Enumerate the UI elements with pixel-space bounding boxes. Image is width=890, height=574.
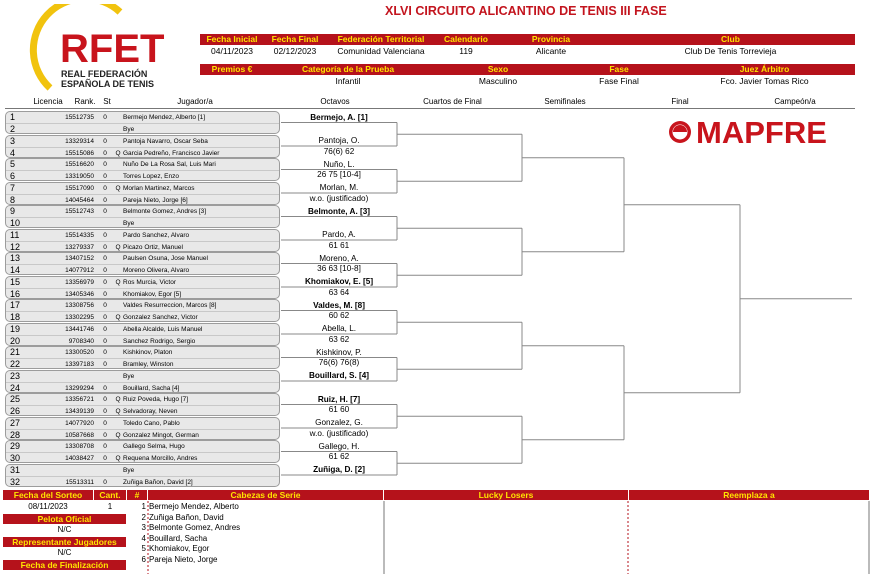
seed-row [138,544,209,554]
rank: 0 [103,149,107,157]
lucky-header: Lucky Losers [384,490,628,500]
draw-position: 5 [10,159,16,169]
licencia: 13405346 [65,290,94,298]
rank: 0 [103,302,107,309]
player-name: Valdes Resurreccion, Marcos [8] [123,302,217,309]
player-name: Bramley, Winston [123,361,174,368]
seed-number: 5 [141,544,146,554]
licencia: 13329314 [65,137,94,145]
octavos-winner: Morlan, M. [319,183,359,192]
repre-value: N/C [57,548,72,557]
draw-position: 19 [10,323,21,334]
logo-line2: ESPAÑOLA DE TENIS [61,79,155,89]
rank: 0 [103,173,107,180]
octavos-score: 60 62 [328,311,350,320]
draw-position: 24 [10,382,21,393]
licencia: 14077920 [65,419,94,427]
logo-main: RFET [60,27,165,71]
draw-position: 17 [10,300,21,310]
mapfre-text: MAPFRE [696,117,827,147]
player-name: Torres Lopez, Enzo [123,173,180,180]
octavos-score: 36 63 [10-8] [317,264,361,273]
cant-header: Cant. [94,490,126,500]
draw-position: 25 [10,394,21,404]
rank: 0 [103,161,107,168]
licencia: 15512735 [65,114,94,121]
player-name: Abella Alcalde, Luis Manuel [123,325,203,333]
octavos-winner: Belmonte, A. [3] [307,206,371,216]
licencia: 15517090 [65,184,94,192]
licencia: 15516620 [65,161,94,168]
rank: 0 [103,478,107,486]
licencia: 13407152 [65,255,94,262]
draw-position: 22 [10,359,21,369]
rank: 0 [103,443,107,450]
player-name: Morlan Martinez, Marcos [123,184,195,192]
draw-position: 15 [10,276,21,287]
player-name: Toledo Cano, Pablo [123,419,180,427]
seed-number: 1 [141,502,146,511]
licencia: 13319050 [65,173,94,180]
draw-position: 6 [10,171,16,181]
rank: 0 [103,231,107,239]
player-name: Sanchez Rodrigo, Sergio [123,337,196,345]
seed-name: Pareja Nieto, Jorge [149,555,218,564]
octavos-winner: Pantoja, O. [318,136,360,145]
player-name: Gonzalez Mingot, German [123,431,199,439]
reemplaza-header: Reemplaza a [629,490,869,500]
licencia: 13356721 [65,396,94,403]
rank: 0 [103,137,107,145]
licencia: 13302295 [65,314,94,321]
draw-position: 9 [10,206,16,216]
draw-position: 20 [10,335,21,346]
rank: 0 [103,184,107,192]
status: Q [115,184,121,192]
octavos-winner: Abella, L. [321,324,357,333]
info-header-2: Premios € Categoría de la Prueba Sexo Fase Juez Árbitro [200,64,855,75]
player-name: Kishkinov, Platon [123,349,173,356]
player-name: Khomiakov, Egor [5] [123,290,182,298]
licencia: 14077912 [65,267,94,274]
rank: 0 [103,208,107,215]
rank: 0 [103,325,107,333]
octavos-score: 61 62 [328,452,350,461]
draw-position: 18 [10,312,21,322]
seed-row [138,513,224,523]
player-name: Pantoja Navarro, Oscar Seba [123,137,208,145]
num-header: # [127,490,147,500]
status: Q [115,314,121,321]
tournament-title: XLVI CIRCUITO ALICANTINO DE TENIS III FASE [385,4,667,18]
player-name: Requena Morcillo, Andres [123,455,198,462]
player-name: Bye [123,466,135,474]
player-name: Gonzalez Sanchez, Victor [123,314,198,321]
licencia: 15513311 [65,478,94,486]
draw-position: 31 [10,464,21,475]
draw-position: 30 [10,453,21,463]
octavos-winner: Kishkinov, P. [316,347,362,357]
draw-position: 11 [10,229,20,240]
rank: 0 [103,314,107,321]
pelota-value: N/C [57,525,72,534]
draw-position: 28 [10,429,21,440]
rank: 0 [103,455,107,462]
draw-position: 12 [10,241,21,252]
player-name: Bermejo Mendez, Alberto [1] [123,114,206,121]
octavos-score: 76(6) 62 [323,146,355,156]
draw-position: 1 [10,112,16,122]
seed-number: 4 [141,533,146,543]
octavos-winner: Bermejo, A. [1] [310,112,368,122]
fecha-sorteo-value: 08/11/2023 [28,502,68,511]
licencia: 13439139 [65,408,94,415]
draw-position: 13 [10,253,21,263]
octavos-winner: Zuñiga, D. [2] [313,465,365,474]
licencia: 13397183 [65,361,94,368]
licencia: 9708340 [68,337,94,345]
status: Q [115,396,121,403]
pelota-header: Pelota Oficial [3,514,126,524]
licencia: 13308708 [65,443,94,450]
player-name: Bye [123,220,135,227]
octavos-score: w.o. (justificado) [309,193,369,203]
draw-position: 8 [10,194,16,205]
licencia: 15515086 [65,149,94,157]
octavos-score: 61 60 [328,405,350,414]
rank: 0 [103,396,107,403]
status: Q [115,455,121,462]
draw-position: 32 [10,476,21,487]
octavos-winner: Moreno, A. [319,253,359,263]
player-name: Belmonte Gomez, Andres [3] [123,208,207,215]
rank: 0 [103,349,107,356]
player-name: Picazo Ortiz, Manuel [123,243,183,251]
status: Q [115,149,121,157]
player-name: Gallego Selma, Hugo [123,443,185,450]
licencia: 14038427 [65,455,94,462]
player-name: Paulsen Osuna, Jose Manuel [123,255,208,262]
octavos-score: 76(6) 76(8) [318,358,360,367]
octavos-score: w.o. (justificado) [309,428,369,438]
octavos-winner: Valdes, M. [8] [313,300,365,310]
octavos-winner: Pardo, A. [322,230,356,239]
licencia: 13308756 [65,302,94,309]
status: Q [115,278,121,286]
octavos-score: 26 75 [10-4] [317,170,361,179]
player-name: Moreno Olivera, Alvaro [123,267,190,274]
draw-position: 14 [10,265,21,275]
rank: 0 [103,361,107,368]
player-name: Bye [123,372,135,380]
licencia: 13356979 [65,278,94,286]
draw-position: 16 [10,288,21,299]
seed-row [138,523,240,533]
player-name: Ros Murcia, Victor [123,278,176,286]
info-header-1: Fecha Inicial Fecha Final Federación Territorial Calendario Provincia Club [200,34,855,45]
player-name: Zuñiga Bañon, David [2] [123,478,193,486]
finalizacion-header: Fecha de Finalización [3,560,126,570]
seed-number: 3 [141,523,146,533]
rank: 0 [103,384,107,392]
draw-position: 7 [10,182,16,193]
seed-name: Zuñiga Bañon, David [149,512,224,522]
licencia: 13300520 [65,349,94,356]
octavos-score: 61 61 [328,240,350,250]
player-name: Selvadoray, Neven [123,408,178,415]
cant-value: 1 [107,502,113,511]
seed-name: Belmonte Gomez, Andres [149,523,241,533]
rank: 0 [103,290,107,298]
player-name: Nuño De La Rosa Sal, Luis Mari [123,161,216,168]
seed-row [138,502,239,512]
octavos-winner: Bouillard, S. [4] [308,371,370,380]
octavos-winner: Khomiakov, E. [5] [304,277,374,286]
seed-name: Khomiakov, Egor [149,544,210,554]
seed-row [138,555,217,565]
rank: 0 [103,114,107,121]
draw-position: 26 [10,406,21,416]
seed-name: Bermejo Mendez, Alberto [149,502,239,511]
octavos-winner: Nuño, L. [323,159,355,169]
draw-position: 29 [10,441,21,451]
licencia: 15514335 [65,231,94,239]
repre-header: Representante Jugadores [3,537,126,547]
draw-position: 27 [10,417,21,428]
rank: 0 [103,337,107,345]
draw-position: 21 [10,347,21,357]
licencia: 13299294 [65,384,94,392]
octavos-score: 63 62 [328,334,350,344]
licencia: 13279337 [65,243,94,251]
seed-name: Bouillard, Sacha [149,533,208,543]
draw-position: 3 [10,135,16,146]
rank: 0 [103,278,107,286]
rank: 0 [103,196,107,204]
sorteo-header: Fecha del Sorteo [3,490,93,500]
logo-line1: REAL FEDERACIÓN [61,69,148,79]
player-name: Pardo Sanchez, Alvaro [123,231,190,239]
player-name: Pareja Nieto, Jorge [6] [123,196,188,204]
octavos-winner: Gonzalez, G. [315,418,363,427]
status: Q [115,408,121,415]
octavos-winner: Ruiz, H. [7] [317,394,361,404]
status: Q [115,431,121,439]
licencia: 13441746 [65,325,94,333]
player-name: Bouillard, Sacha [4] [123,384,180,392]
octavos-score: 63 64 [328,287,350,297]
status: Q [115,243,121,251]
draw-position: 10 [10,218,21,228]
seed-number: 6 [141,555,146,564]
licencia: 15512743 [65,208,94,215]
rank: 0 [103,419,107,427]
player-name: Garcia Pedreño, Francisco Javier [123,149,220,157]
rank: 0 [103,255,107,262]
rank: 0 [103,267,107,274]
player-name: Bye [123,126,135,133]
licencia: 10587668 [65,431,94,439]
rank: 0 [103,408,107,415]
seed-row [138,534,207,544]
seed-number: 2 [141,512,146,522]
rank: 0 [103,243,107,251]
info-values-2: Infantil Masculino Fase Final Fco. Javier Tomas Rico [335,76,809,86]
licencia: 14045464 [65,196,94,204]
info-values-1: 04/11/2023 02/12/2023 Comunidad Valenciana 119 Alicante Club De Tenis Torrevieja [211,46,777,56]
draw-position: 23 [10,370,21,381]
rank: 0 [103,431,107,439]
draw-position: 2 [10,124,16,134]
player-name: Ruiz Poveda, Hugo [7] [123,396,189,403]
cabezas-header: Cabezas de Serie [148,490,383,500]
draw-position: 4 [10,147,16,158]
octavos-winner: Gallego, H. [318,441,360,451]
